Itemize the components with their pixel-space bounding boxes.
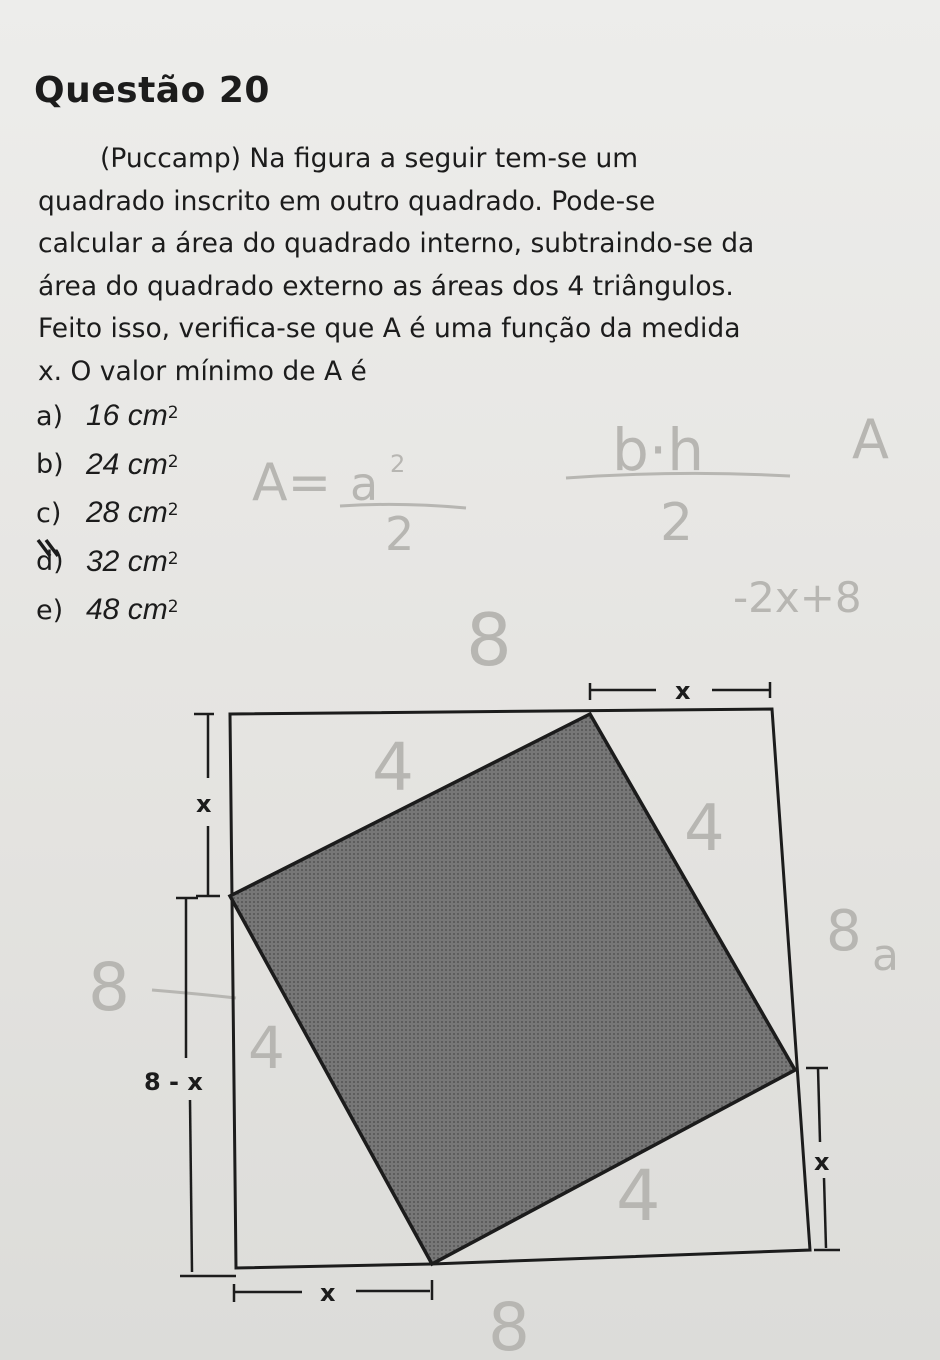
note-bh-num: b·h bbox=[612, 416, 705, 484]
bottom-x-label: x bbox=[320, 1279, 336, 1307]
left-8-minus-x-label: 8 - x bbox=[144, 1068, 203, 1096]
option-letter: b) bbox=[36, 449, 64, 481]
note-formula-lhs: A= bbox=[252, 453, 332, 513]
option-value: 16 cm bbox=[86, 399, 168, 433]
option-exponent: 2 bbox=[167, 403, 179, 424]
statement-line: x. O valor mínimo de A é bbox=[38, 355, 367, 387]
option-exponent: 2 bbox=[167, 548, 179, 569]
option-value: 48 cm bbox=[86, 593, 168, 627]
left-x-label: x bbox=[196, 790, 212, 818]
option-letter: c) bbox=[36, 497, 62, 529]
statement-line: Feito isso, verifica-se que A é uma função da medida bbox=[38, 313, 741, 344]
note-four: 4 bbox=[616, 1155, 661, 1237]
statement-line: área do quadrado externo as áreas dos 4 triângulos. bbox=[38, 270, 734, 302]
option-letter: e) bbox=[36, 594, 64, 626]
top-x-label: x bbox=[675, 677, 691, 705]
note-eight: 8 bbox=[826, 899, 862, 964]
statement-line: (Puccamp) Na figura a seguir tem-se um bbox=[100, 143, 639, 174]
note-eight: 8 bbox=[488, 1289, 530, 1360]
question-title: Questão 20 bbox=[34, 70, 270, 111]
right-x-label: x bbox=[814, 1148, 830, 1176]
option-exponent: 2 bbox=[167, 451, 179, 472]
note-letter: a bbox=[872, 930, 899, 981]
option-value: 24 cm bbox=[86, 447, 168, 481]
option-exponent: 2 bbox=[167, 597, 179, 618]
note-bh-den: 2 bbox=[660, 493, 694, 553]
note-eight: 8 bbox=[466, 598, 512, 682]
inner-shaded-square bbox=[230, 714, 795, 1264]
note-four: 4 bbox=[684, 792, 725, 866]
note-four: 4 bbox=[248, 1014, 285, 1082]
note-letter-a: A bbox=[852, 408, 889, 471]
note-expression: -2x+8 bbox=[733, 573, 862, 622]
option-value: 32 cm bbox=[86, 544, 168, 578]
option-letter: d) bbox=[36, 546, 64, 578]
note-eight: 8 bbox=[88, 949, 130, 1026]
note-formula-exp: 2 bbox=[390, 450, 406, 478]
option-value: 28 cm bbox=[86, 496, 168, 530]
note-formula-num: a bbox=[350, 457, 379, 511]
note-four: 4 bbox=[372, 729, 414, 806]
statement-line: quadrado inscrito em outro quadrado. Pode-se bbox=[38, 185, 656, 217]
option-exponent: 2 bbox=[167, 500, 179, 521]
note-formula-den: 2 bbox=[385, 507, 415, 561]
option-letter: a) bbox=[36, 400, 64, 432]
statement-line: calcular a área do quadrado interno, subtraindo-se da bbox=[38, 228, 755, 259]
